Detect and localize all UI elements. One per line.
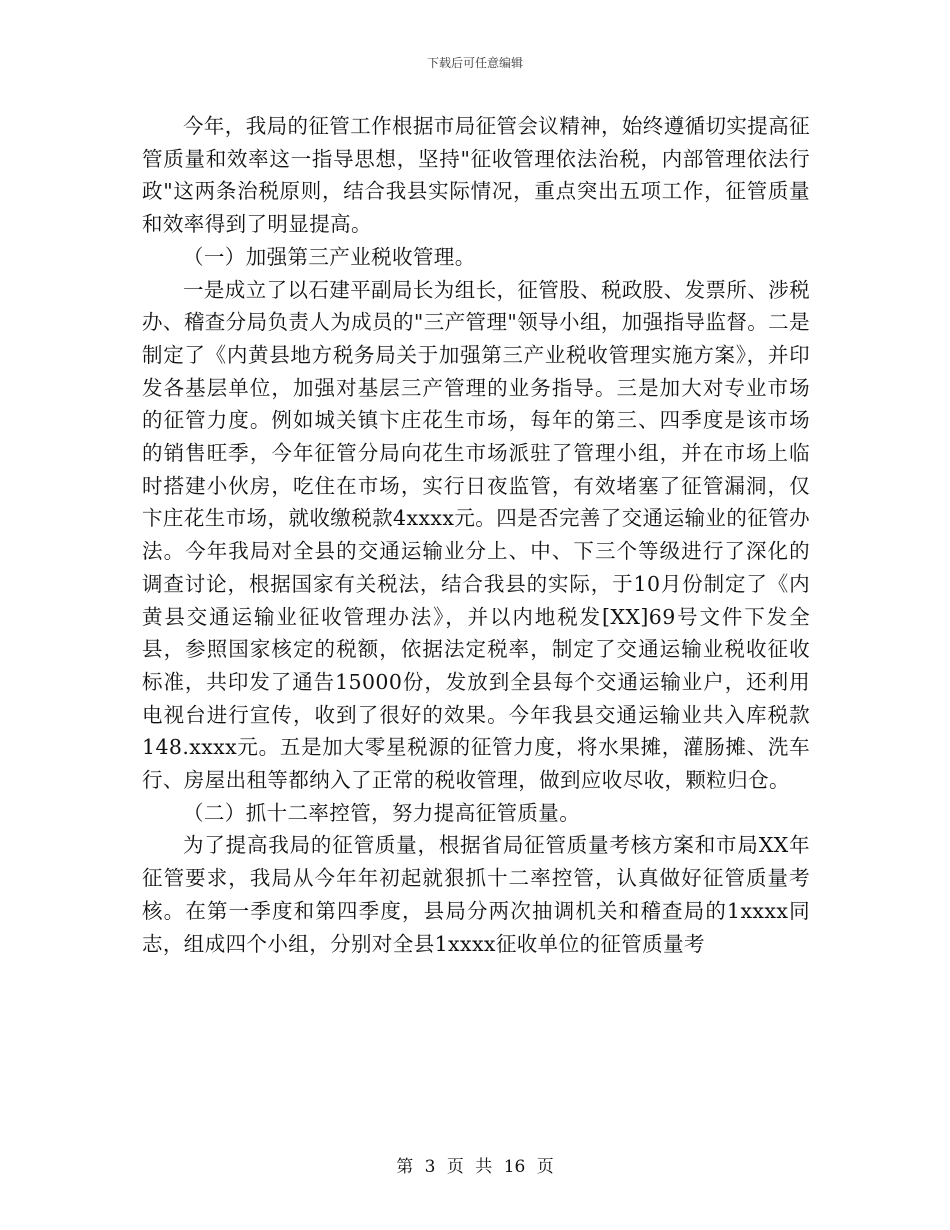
section-heading-1: （一）加强第三产业税收管理。: [183, 244, 476, 269]
page-header-note: 下载后可任意编辑: [426, 56, 523, 70]
section-heading-2: （二）抓十二率控管，努力提高征管质量。: [183, 800, 581, 825]
paragraph-intro: 今年，我局的征管工作根据市局征管会议精神，始终遵循切实提高征管质量和效率这一指导思想，坚持"征收管理依法治税，内部管理依法行政"这两条治税原则，结合我县实际情况，重点突出五项工作，征管质量和效率得到了明显提高。: [142, 114, 810, 237]
paragraph-section-2: 为了提高我局的征管质量，根据省局征管质量考核方案和市局XX年征管要求，我局从今年年初起就狠抓十二率控管，认真做好征管质量考核。在第一季度和第四季度，县局分两次抽调机关和稽查局的1xxxx同志，组成四个小组，分别对全县1xxxx征收单位的征管质量考: [142, 833, 810, 956]
paragraph-section-1: 一是成立了以石建平副局长为组长，征管股、税政股、发票所、涉税办、稽查分局负责人为成员的"三产管理"领导小组，加强指导监督。二是制定了《内黄县地方税务局关于加强第三产业税收管理实施方案》，并印发各基层单位，加强对基层三产管理的业务指导。三是加大对专业市场的征管力度。例如城关镇卞庄花生市场，每年的第三、四季度是该市场的销售旺季，今年征管分局向花生市场派驻了管理小组，并在市场上临时搭建小伙房，吃住在市场，实行日夜监管，有效堵塞了征管漏洞，仅卞庄花生市场，就收缴税款4xxxx元。四是否完善了交通运输业的征管办法。今年我局对全县的交通运输业分上、中、下三个等级进行了深化的调查讨论，根据国家有关税法，结合我县的实际，于10月份制定了《内黄县交通运输业征收管理办法》，并以内地税发[XX]69号文件下发全县，参照国家核定的税额，依据法定税率，制定了交通运输业税收征收标准，共印发了通告15000份，发放到全县每个交通运输业户，还利用电视台进行宣传，收到了很好的效果。今年我县交通运输业共入库税款148.xxxx元。五是加大零星税源的征管力度，将水果摊，灌肠摊、洗车行、房屋出租等都纳入了正常的税收管理，做到应收尽收，颗粒归仓。: [142, 277, 810, 793]
page-number-footer: 第 3 页 共 16 页: [396, 1157, 554, 1177]
document-body: [142, 110, 810, 960]
